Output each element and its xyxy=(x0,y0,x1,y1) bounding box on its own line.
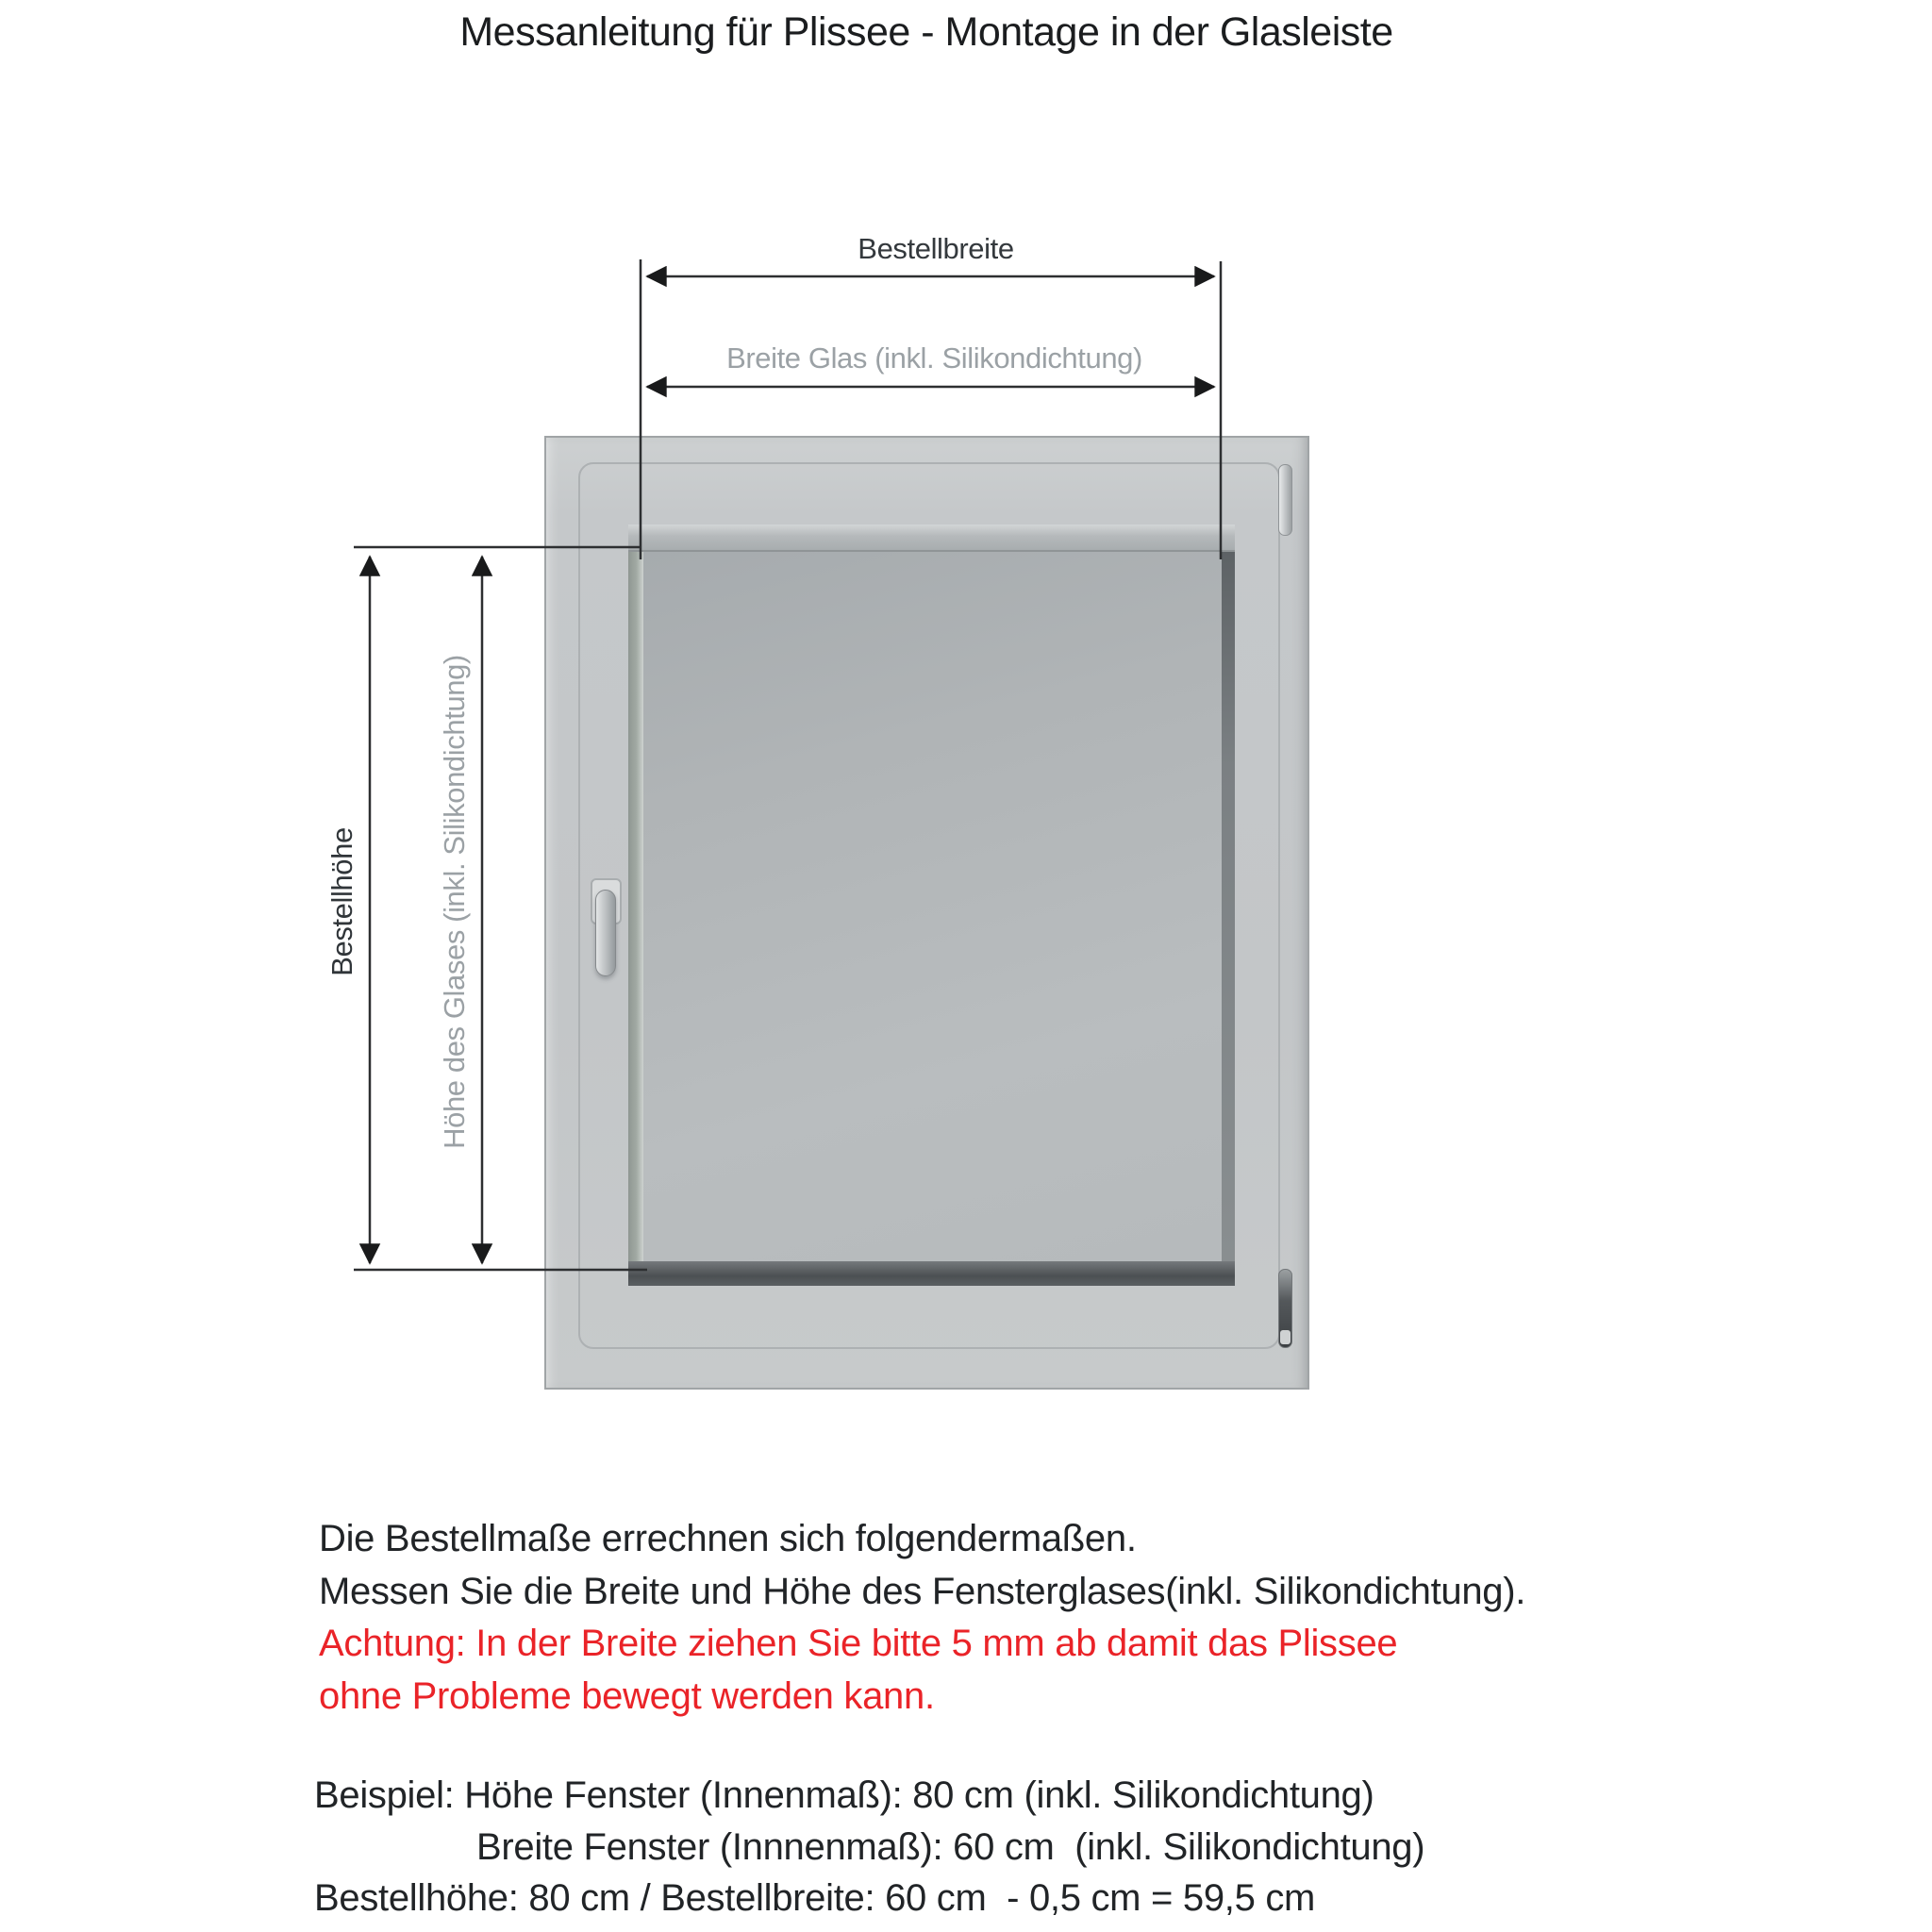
warning-line-2: ohne Probleme bewegt werden kann. xyxy=(319,1674,935,1717)
glazing-bead-left xyxy=(628,552,643,1261)
label-bestellhoehe: Bestellhöhe xyxy=(325,827,358,976)
glazing-bead-top xyxy=(628,525,1235,552)
instruction-line-1: Die Bestellmaße errechnen sich folgendermaßen. xyxy=(319,1518,1137,1559)
window-handle-icon xyxy=(595,890,616,976)
window-hinge-bottom xyxy=(1278,1269,1292,1348)
example-line-2: Breite Fenster (Innnenmaß): 60 cm (inkl. Silikondichtung) xyxy=(476,1825,1425,1868)
instruction-text-block xyxy=(319,1513,1525,1723)
window-hinge-knob xyxy=(1280,1330,1291,1344)
example-line-3: Bestellhöhe: 80 cm / Bestellbreite: 60 cm - 0,5 cm = 59,5 cm xyxy=(314,1877,1316,1919)
example-line-1: Beispiel: Höhe Fenster (Innenmaß): 80 cm (inkl. Silikondichtung) xyxy=(314,1774,1374,1816)
glazing-bead-right xyxy=(1222,552,1235,1261)
page-title: Messanleitung für Plissee - Montage in der Glasleiste xyxy=(459,9,1393,55)
instruction-line-2: Messen Sie die Breite und Höhe des Fensterglases(inkl. Silikondichtung). xyxy=(319,1570,1526,1612)
label-hoehe-glases: Höhe des Glases (inkl. Silikondichtung) xyxy=(438,655,471,1149)
label-breite-glas: Breite Glas (inkl. Silikondichtung) xyxy=(726,341,1142,375)
window-glass xyxy=(643,552,1222,1261)
warning-line-1: Achtung: In der Breite ziehen Sie bitte 5 mm ab damit das Plissee xyxy=(319,1623,1398,1664)
example-text-block xyxy=(314,1770,1424,1924)
glazing-bead-bottom xyxy=(628,1261,1235,1286)
window-frame xyxy=(544,436,1309,1390)
window-hinge-top xyxy=(1278,464,1292,536)
label-bestellbreite: Bestellbreite xyxy=(858,232,1014,265)
